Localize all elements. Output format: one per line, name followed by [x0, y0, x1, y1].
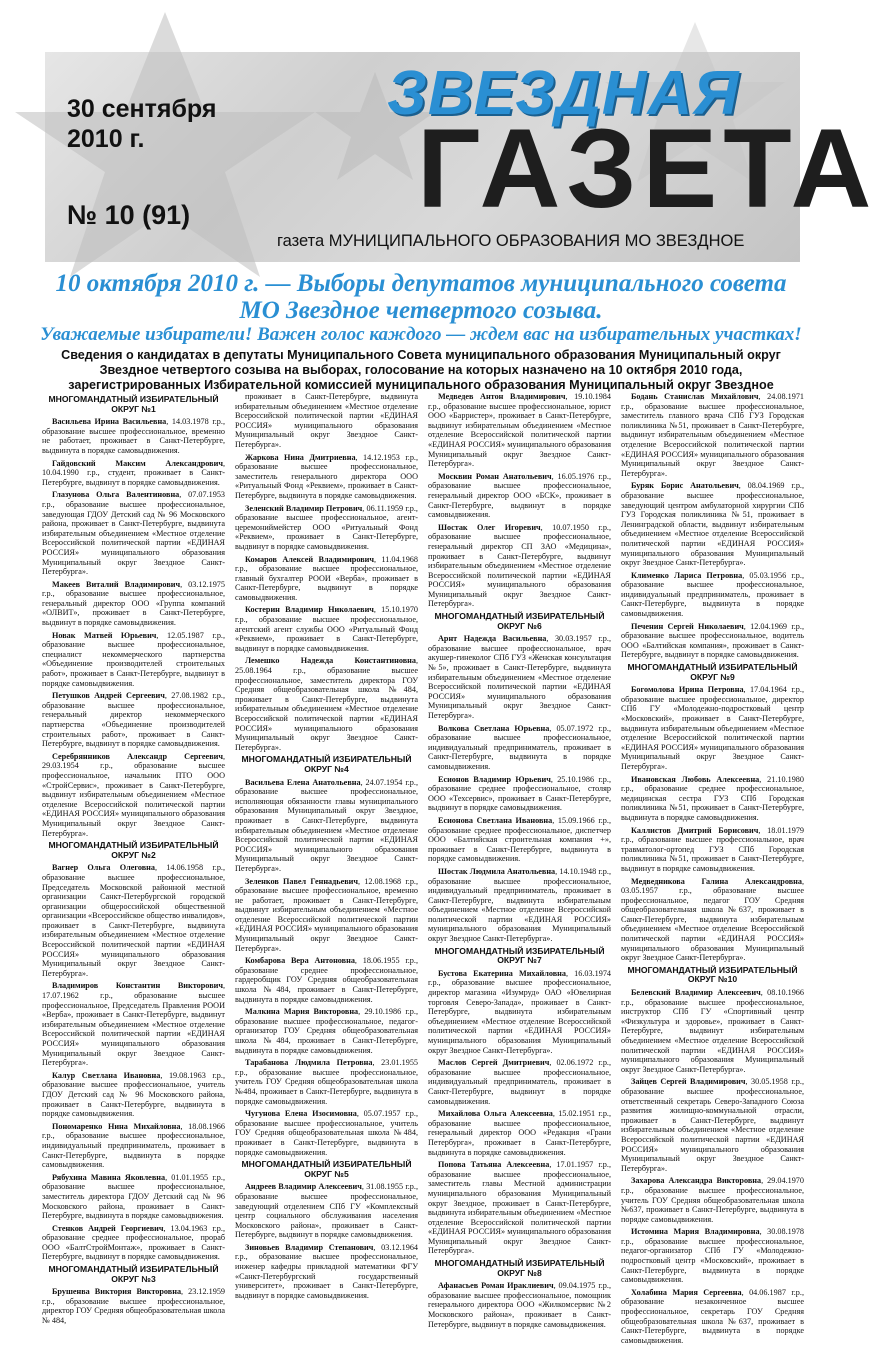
candidate-name: Маслов Сергей Дмитриевич	[438, 1058, 550, 1068]
candidate-name: Комаров Алексей Владимирович	[245, 554, 374, 564]
candidate-details: , 23.01.1955 г.р., образование высшее профессиональное, учитель ГОУ Средняя общеобразовательная школа №484, проживает в Санкт-Петербурге, выдвинута в порядке самовыдвижения.	[235, 1058, 419, 1106]
candidate-details: , 29.03.1954 г.р., образование высшее профессиональное, начальник ПТО ООО «СтройСервис», проживает в Санкт-Петербурге, выдвинут избирательным объединением «Местное отделение Всероссийской политической партии «ЕДИНАЯ РОССИЯ» муниципального образования Муниципальный округ Звездное Санкт-Петербурга».	[42, 751, 225, 838]
candidate-entry	[235, 555, 418, 603]
candidate-details: , 18.08.1966 г.р., образование высшее профессиональное, индивидуальный предприниматель, проживает в Санкт-Петербурге, выдвинута в порядке самовыдвижения.	[42, 1121, 225, 1170]
column-4	[621, 392, 805, 1345]
candidate-name: Клименко Лариса Петровна	[631, 570, 743, 580]
candidate-name: Андреев Владимир Алексеевич	[245, 1182, 362, 1192]
candidate-details: , 07.07.1953 г.р., образование высшее профессиональное, заведующая ГДОУ Детский сад № 96 Московского района, проживает в Санкт-Петербурге, выдвинута избирательным объединением «Местное отделение Всероссийской политической партии «ЕДИНАЯ РОССИЯ» муниципального образования Муниципальный округ Звездное Санкт-Петербурга».	[42, 490, 226, 577]
candidate-name: Жаркова Нина Дмитриевна	[245, 452, 356, 462]
candidate-entry	[235, 1058, 418, 1106]
candidate-entry	[621, 1176, 804, 1224]
candidate-details: , 17.04.1964 г.р., образование высшее профессиональное, директор СПб ГУ «Молодежно-подростковый центр «Московский», проживает в Санкт-Петербурге, выдвинута избирательным объединением «Местное отделение Всероссийской политической партии «ЕДИНАЯ РОССИЯ» муниципального образования Муниципальный округ Звездное Санкт-Петербурга».	[621, 685, 804, 771]
candidate-details: , 12.04.1969 г.р., образование высшее профессиональное, водитель ООО «Балтийская компания», проживает в Санкт-Петербурге, выдвинут в порядке самовыдвижения.	[621, 621, 804, 660]
issue-number: № 10 (91)	[67, 200, 191, 230]
candidate-name: Шостак Людмила Анатольевна	[438, 866, 556, 876]
candidate-entry	[428, 634, 611, 720]
candidate-details: , 09.04.1975 г.р., образование высшее профессиональное, помощник генерального директора ООО «Жилкомсервис №2 Московского района», проживает в Санкт-Петербурге, выдвинут в порядке самовыдвижения.	[428, 1281, 611, 1329]
candidate-details: , 06.11.1959 г.р., образование высшее профессиональное, агент-церемониймейстер ООО «Ритуальный Фонд «Реквием», проживает в Санкт-Петербурге, выдвинут в порядке самовыдвижения.	[235, 503, 418, 551]
candidate-entry	[235, 656, 418, 752]
candidate-details: проживает в Санкт-Петербурге, выдвинута избирательным объединением «Местное отделение Всероссийской политической партии «ЕДИНАЯ РОССИЯ» муниципального образования Муниципальный округ Звездное Санкт-Петербурга».	[235, 392, 418, 449]
candidate-entry	[621, 988, 804, 1074]
district-heading: МНОГОМАНДАТНЫЙ ИЗБИРАТЕЛЬНЫЙ ОКРУГ №5	[241, 1159, 412, 1179]
candidate-entry	[428, 392, 611, 469]
candidate-details: , 23.12.1959 г.р., образование высшее профессиональное, директор ГОУ Средняя общеобразовательная школа № 484,	[42, 1287, 225, 1326]
candidate-entry	[428, 1281, 611, 1329]
candidate-entry	[428, 1109, 611, 1157]
district-heading: МНОГОМАНДАТНЫЙ ИЗБИРАТЕЛЬНЫЙ ОКРУГ №2	[48, 840, 219, 860]
candidate-name: Чугунова Елена Изосимовна	[245, 1109, 357, 1119]
candidate-name: Владимиров Константин Викторович	[52, 981, 223, 991]
candidate-details: , 19.08.1963 г.р., образование высшее профессиональное, учитель ГДОУ Детский сад № 96 Московского района, проживает в Санкт-Петербурге, выдвинута в порядке самовыдвижения.	[42, 1070, 225, 1119]
candidate-entry	[428, 523, 611, 609]
candidate-details: , 21.10.1980 г.р., образование среднее профессиональное, медицинская сестра ГУЗ СПб Городская поликлиника №51, проживает в Санкт-Петербурге, выдвинута в порядке самовыдвижения.	[621, 774, 804, 822]
issue-date: 30 сентября 2010 г.	[67, 95, 217, 153]
candidate-entry	[235, 392, 418, 450]
candidate-entry	[235, 778, 418, 874]
candidate-name: Медведев Антон Владимирович	[438, 392, 566, 401]
candidate-name: Зеленский Владимир Петрович	[245, 503, 363, 513]
district-heading: МНОГОМАНДАТНЫЙ ИЗБИРАТЕЛЬНЫЙ ОКРУГ №10	[627, 964, 798, 985]
candidate-entry	[42, 631, 225, 689]
district-heading: МНОГОМАНДАТНЫЙ ИЗБИРАТЕЛЬНЫЙ ОКРУГ №9	[627, 662, 798, 682]
candidate-name: Волкова Светлана Юрьевна	[438, 723, 550, 733]
candidate-details: , 29.04.1970 г.р., образование высшее профессиональное, учитель ГОУ Средняя общеобразовательная школа №637, проживает в Санкт-Петербурге, выдвинута в порядке самовыдвижения.	[621, 1176, 804, 1224]
candidate-details: , 15.10.1970 г.р., образование высшее профессиональное, агентский агент службы ООО «Ритуальный Фонд «Реквием», проживает в Санкт-Петербурге, выдвинут в порядке самовыдвижения.	[235, 605, 419, 653]
candidate-details: , 12.05.1987 г.р., образование высшее профессиональное, специалист некоммерческого партнерства «Объединение производителей строительных работ», проживает в Санкт-Петербурге, выдвинут в порядке самовыдвижения.	[42, 630, 226, 688]
candidate-details: , 16.03.1974 г.р., образование высшее профессиональное, директор магазина «Изумруд» ОАО «Ювелирная торговля Северо-Запада», проживает в Санкт-Петербурге, выдвинута избирательным объединением «Местное отделение Всероссийской политической партии «ЕДИНАЯ РОССИЯ» муниципального образования Муниципальный округ Звездное Санкт-Петербурга».	[428, 968, 611, 1055]
candidate-name: Васильева Елена Анатольевна	[245, 777, 361, 787]
district-heading: МНОГОМАНДАТНЫЙ ИЗБИРАТЕЛЬНЫЙ ОКРУГ №6	[434, 611, 605, 631]
candidate-details: , 30.08.1978 г.р., образование высшее профессиональное, педагог-организатор СПб ГУ «Молодежно-подростковый центр «Московский», проживает в Санкт-Петербурге, выдвинута в порядке самовыдвижения.	[621, 1227, 804, 1285]
candidate-details: , 08.10.1966 г.р., образование высшее профессиональное, инструктор СПб ГУ «Спортивный центр «Физкультура и здоровье», проживает в Санкт-Петербурге, выдвинут избирательным объединением «Местное отделение Всероссийской политической партии «ЕДИНАЯ РОССИЯ» муниципального образования Муниципальный округ Звездное Санкт-Петербурга».	[621, 988, 804, 1074]
candidate-entry	[42, 580, 225, 628]
candidate-name: Глазунова Ольга Валентиновна	[52, 490, 180, 500]
candidate-details: , 30.05.1958 г.р., образование высшее профессиональное, ответственный секретарь Северо-Западного Союза развития жилищно-коммунальной отрасли, проживает в Санкт-Петербурге, выдвинут избирательным объединением «Местное отделение Всероссийской политической партии «ЕДИНАЯ РОССИЯ» муниципального образования Муниципальный округ Звездное Санкт-Петербурга».	[621, 1077, 804, 1173]
headline-line-1: 10 октября 2010 г. — Выборы депутатов муниципального совета	[55, 270, 787, 297]
candidate-details: , 16.05.1976 г.р., образование высшее профессиональное, генеральный директор ООО «БСК», проживает в Санкт-Петербурге, выдвинут в порядке самовыдвижения.	[428, 471, 611, 520]
candidate-entry	[428, 816, 611, 864]
candidate-details: , 10.04.1990 г.р., студент, проживает в Санкт-Петербурге, выдвинут в порядке самовыдвижения.	[42, 458, 225, 487]
candidate-details: , 25.08.1964 г.р., образование высшее профессиональное, заместитель директора ГОУ Средняя общеобразовательная школа №484, проживает в Санкт-Петербурге, выдвинута избирательным объединением «Местное отделение Всероссийской политической партии «ЕДИНАЯ РОССИЯ» муниципального образования Муниципальный округ Звездное Санкт-Петербурга».	[235, 656, 418, 752]
candidate-columns	[42, 392, 805, 1345]
candidate-details: , 14.03.1978 г.р., образование высшее профессиональное, временно не работает, проживает в Санкт-Петербурге, выдвинута в порядке самовыдвижения.	[42, 417, 225, 455]
candidate-entry	[42, 1173, 225, 1221]
candidate-entry	[621, 877, 804, 963]
candidate-details: , 17.01.1957 г.р., образование высшее профессиональное, заместитель главы Местной администрации муниципального образования Муниципальный округ Звездное, проживает в Санкт-Петербурге, выдвинута избирательным объединением «Местное отделение Всероссийской политической партии «ЕДИНАЯ РОССИЯ» муниципального образования Муниципальный округ Звездное Санкт-Петербурга».	[428, 1160, 611, 1256]
candidate-entry	[235, 1182, 418, 1240]
candidate-entry	[235, 1007, 418, 1055]
candidate-name: Костерин Владимир Николаевич	[245, 605, 374, 615]
district-heading: МНОГОМАНДАТНЫЙ ИЗБИРАТЕЛЬНЫЙ ОКРУГ №8	[434, 1258, 605, 1278]
candidate-details: , 14.12.1953 г.р., образование высшее профессиональное, заместитель генерального директора ООО «Ритуальный Фонд «Реквием», проживает в Санкт-Петербурге, выдвинута в порядке самовыдвижения.	[235, 452, 419, 500]
headline-line-2: МО Звездное четвертого созыва.	[239, 297, 603, 324]
masthead	[45, 52, 877, 262]
candidate-details: , 01.01.1955 г.р., образование высшее профессиональное, заместитель директора ГДОУ Детский сад № 96 Московского района, проживает в Санкт-Петербурге, выдвинута в порядке самовыдвижения.	[42, 1172, 225, 1221]
candidate-entry	[42, 1071, 225, 1119]
candidate-entry	[42, 490, 225, 576]
candidate-name: Гайдовский Максим Александрович	[52, 458, 223, 468]
candidate-entry	[621, 775, 804, 823]
candidate-name: Брушенва Виктория Викторовна	[52, 1287, 182, 1297]
candidate-name: Зайцев Сергей Владимирович	[631, 1077, 746, 1087]
candidate-details: , 10.07.1950 г.р., образование высшее профессиональное, генеральный директор СП ЗАО «Медицина», проживает в Санкт-Петербурге, выдвинут избирательным объединением «Местное отделение Всероссийской политической партии «ЕДИНАЯ РОССИЯ» муниципального образования Муниципальный округ Звездное Санкт-Петербурга».	[428, 522, 612, 609]
candidate-name: Пономаренко Нина Михайловна	[52, 1121, 181, 1131]
candidate-name: Макеев Виталий Владимирович	[52, 579, 181, 589]
candidate-details: , 14.06.1958 г.р., образование высшее профессиональное, Председатель Московской районной местной организации Санкт-Петербургской городской организации общероссийской общественной организации «Всероссийское общество инвалидов», проживает в Санкт-Петербурге, выдвинута избирательным объединением «Местное отделение Всероссийской политической партии «ЕДИНАЯ РОССИЯ» муниципального образования Муниципальный округ Звездное Санкт-Петербурга».	[42, 863, 226, 978]
candidate-entry	[42, 752, 225, 838]
candidate-name: Тарабанова Людмила Петровна	[245, 1058, 373, 1068]
candidate-entry	[42, 981, 225, 1067]
candidate-entry	[235, 956, 418, 1004]
candidate-entry	[621, 826, 804, 874]
candidate-details: , 27.08.1982 г.р., образование высшее профессиональное, генеральный директор некоммерческого партнерства «Объединение производителей строительных работ», проживает в Санкт-Петербурге, выдвинут в порядке самовыдвижения.	[42, 691, 226, 749]
candidate-entry	[42, 1287, 225, 1325]
candidate-name: Новак Матвей Юрьевич	[52, 630, 157, 640]
candidate-details: , 03.12.1975 г.р., образование высшее профессиональное, генеральный директор ООО «Группа компаний «ОЛВИТ», проживает в Санкт-Петербурге, выдвинут в порядке самовыдвижения.	[42, 579, 225, 628]
candidate-details: , 13.04.1963 г.р., образование среднее профессиональное, прораб ООО «БалтСтройМонтаж», проживает в Санкт-Петербурге, выдвинут в порядке самовыдвижения.	[42, 1223, 225, 1262]
candidate-name: Буряк Борис Анатольевич	[631, 481, 739, 491]
candidate-entry	[42, 691, 225, 749]
candidate-entry	[42, 417, 225, 455]
candidate-details: , 05.07.1957 г.р., образование высшее профессиональное, учитель ГОУ Средняя общеобразовательная школа №484, проживает в Санкт-Петербурге, выдвинута в порядке самовыдвижения.	[235, 1109, 418, 1157]
candidate-details: , 24.07.1954 г.р., образование высшее профессиональное, исполняющая обязанности главы муниципального образования Муниципальный округ Звездное, проживает в Санкт-Петербурге, выдвинута избирательным объединением «Местное отделение Всероссийской политической партии «ЕДИНАЯ РОССИЯ» муниципального образования Муниципальный округ Звездное Санкт-Петербурга».	[235, 777, 418, 873]
candidate-details: , 14.10.1948 г.р., образование высшее профессиональное, индивидуальный предприниматель, проживает в Санкт-Петербурге, выдвинута избирательным объединением «Местное отделение Всероссийской политической партии «ЕДИНАЯ РОССИЯ» муниципального образования Муниципальный округ Звездное Санкт-Петербурга».	[428, 866, 611, 944]
candidate-entry	[621, 1077, 804, 1173]
candidate-name: Зеленков Павел Геннадьевич	[245, 876, 358, 886]
candidate-entry	[621, 571, 804, 619]
candidates-intro: Сведения о кандидатах в депутаты Муниципального Совета муниципального образования Муниципальный округ Звездное четвертого созыва на выборах, голосование на которых назначено на 10 октября 2010 года, зарегистрированных Избирательной комиссией муниципального образования Муниципальный округ Звездное	[61, 348, 781, 392]
candidate-details: , 24.08.1971 г.р., образование высшее профессиональное, заместитель главного врача СПб ГУЗ Городская поликлиника №51, проживает в Санкт-Петербурге, выдвинут избирательным объединением «Местное отделение Всероссийской политической партии «ЕДИНАЯ РОССИЯ» муниципального образования Муниципальный округ Звездное Санкт-Петербурга».	[621, 392, 804, 478]
candidate-entry	[235, 504, 418, 552]
candidate-entry	[428, 472, 611, 520]
candidate-name: Печенин Сергей Николаевич	[631, 621, 744, 631]
candidate-details: , 18.01.1979 г.р., образование высшее профессиональное, врач травматолог-ортопед ГУЗ СПб Городская поликлиника №51, проживает в Санкт-Петербурге, выдвинут в порядке самовыдвижения.	[621, 825, 804, 873]
candidate-name: Лемешко Надежда Константиновна	[245, 656, 416, 666]
candidate-name: Бодань Станислав Михайлович	[631, 392, 759, 401]
candidate-name: Серебрянников Александр Сергеевич	[52, 751, 223, 761]
candidate-entry	[621, 622, 804, 660]
candidate-name: Калур Светлана Ивановна	[52, 1070, 161, 1080]
candidate-name: Афанасьев Роман Ираклиевич	[438, 1281, 554, 1291]
candidate-name: Москвин Роман Анатольевич	[438, 471, 552, 481]
candidate-details: , 12.08.1968 г.р., образование высшее профессиональное, временно не работает, проживает в Санкт-Петербурге, выдвинут избирательным объединением «Местное отделение Всероссийской политической партии «ЕДИНАЯ РОССИЯ» муниципального образования Муниципальный округ Звездное Санкт-Петербурга».	[235, 876, 419, 953]
candidate-entry	[235, 453, 418, 501]
candidate-entry	[428, 1160, 611, 1256]
candidate-name: Богомолова Ирина Петровна	[631, 685, 744, 695]
candidate-name: Истомина Мария Владимировна	[631, 1227, 760, 1237]
candidate-details: , 02.06.1972 г.р., образование высшее профессиональное, индивидуальный предприниматель, проживает в Санкт-Петербурге, выдвинут в порядке самовыдвижения.	[428, 1058, 612, 1106]
candidate-entry	[235, 605, 418, 653]
candidate-details: , 04.06.1987 г.р., образование незаконченное высшее профессиональное, секретарь ГОУ Средняя общеобразовательная школа №637, проживает в Санкт-Петербурге, выдвинута в порядке самовыдвижения.	[621, 1287, 804, 1345]
candidate-entry	[621, 1227, 804, 1285]
district-heading: МНОГОМАНДАТНЫЙ ИЗБИРАТЕЛЬНЫЙ ОКРУГ №3	[48, 1264, 219, 1284]
newspaper-subtitle: газета МУНИЦИПАЛЬНОГО ОБРАЗОВАНИЯ МО ЗВЕЗДНОЕ	[277, 232, 745, 250]
candidate-name: Холабина Мария Сергеевна	[631, 1287, 742, 1297]
candidate-entry	[428, 969, 611, 1055]
candidate-details: , 19.10.1984 г.р., образование высшее профессиональное, юрист ООО «Барристер», проживает в Санкт-Петербурге, выдвинут избирательным объединением «Местное отделение Всероссийской политической партии «ЕДИНАЯ РОССИЯ» муниципального образования Муниципальный округ Звездное Санкт-Петербурга».	[428, 392, 611, 469]
candidate-name: Есионова Светлана Ивановна	[438, 815, 553, 825]
candidate-name: Шостак Олег Игоревич	[438, 522, 541, 532]
candidate-name: Захарова Александра Викторовна	[631, 1176, 762, 1186]
voter-appeal: Уважаемые избиратели! Важен голос каждого — ждем вас на избирательных участках!	[40, 324, 802, 345]
candidate-name: Ивановская Любовь Алексеевна	[631, 774, 760, 784]
candidate-details: , 15.09.1966 г.р., образование среднее профессиональное, диспетчер ООО «Балтийская строительная компания +», проживает в Санкт-Петербурге, выдвинута в порядке самовыдвижения.	[428, 815, 611, 864]
district-heading: МНОГОМАНДАТНЫЙ ИЗБИРАТЕЛЬНЫЙ ОКРУГ №7	[434, 945, 605, 966]
candidate-details: , 05.07.1972 г.р., образование высшее профессиональное, индивидуальный предприниматель, проживает в Санкт-Петербурге, выдвинута в порядке самовыдвижения.	[428, 723, 611, 771]
candidate-name: Петушков Андрей Сергеевич	[52, 691, 165, 701]
candidate-name: Арнт Надежда Васильевна	[438, 634, 547, 644]
candidate-details: , 29.10.1986 г.р., образование высшее профессиональное, педагог-организатор ГОУ Средняя общеобразовательная школа №484, проживает в Санкт-Петербурге, выдвинута в порядке самовыдвижения.	[235, 1007, 418, 1055]
candidate-name: Вагнер Ольга Олеговна	[52, 863, 155, 873]
column-1	[42, 392, 226, 1326]
candidate-name: Каллистов Дмитрий Борисович	[631, 825, 759, 835]
candidate-name: Белевский Владимир Алексеевич	[631, 988, 761, 998]
candidate-details: , 03.12.1964 г.р., образование высшее профессиональное, инженер кафедры прикладной математики ФГУ «Санкт-Петербургский государственный университет», проживает в Санкт-Петербурге, выдвинут в порядке самовыдвижения.	[235, 1242, 418, 1300]
candidate-details: , 17.07.1962 г.р., образование высшее профессиональное, Председатель Правления РООИ «Верба», проживает в Санкт-Петербурге, выдвинут избирательным объединением «Местное отделение Всероссийской политической партии «ЕДИНАЯ РОССИЯ» муниципального образования Муниципальный округ Звездное Санкт-Петербурга».	[42, 981, 225, 1068]
candidate-name: Есионов Владимир Юрьевич	[438, 774, 551, 784]
district-heading: МНОГОМАНДАТНЫЙ ИЗБИРАТЕЛЬНЫЙ ОКРУГ №4	[241, 754, 412, 774]
candidate-name: Васильева Ирина Васильевна	[52, 417, 167, 427]
candidate-details: , 05.03.1956 г.р., образование высшее профессиональное, индивидуальный предприниматель, проживает в Санкт-Петербурге, выдвинута в порядке самовыдвижения.	[621, 570, 804, 619]
column-3	[428, 392, 612, 1329]
candidate-details: , 08.04.1969 г.р., образование высшее профессиональное, заведующий центром амбулаторной хирургии СПб ГУЗ Городская поликлиника №51, проживает в Ленинградской области, выдвинут избирательным объединением «Местное отделение Всероссийской политической партии «ЕДИНАЯ РОССИЯ» муниципального образования Муниципальный округ Звездное Санкт-Петербурга».	[621, 481, 805, 568]
candidate-entry	[621, 1288, 804, 1345]
candidate-details: , 30.03.1957 г.р., образование высшее профессиональное, врач акушер-гинеколог СПб ГУЗ «Женская консультация №5», проживает в Санкт-Петербурге, выдвинута избирательным объединением «Местное отделение Всероссийской политической партии «ЕДИНАЯ РОССИЯ» муниципального образования Муниципальный округ Звездное Санкт-Петербурга».	[428, 634, 611, 720]
candidate-details: , 15.02.1951 г.р., образование высшее профессиональное, генеральный директор ООО «Редакция «Грани Петербурга», проживает в Санкт-Петербурге, выдвинута в порядке самовыдвижения.	[428, 1109, 612, 1157]
candidate-details: , 18.06.1955 г.р., образование среднее профессиональное, гардеробщик ГОУ Средняя общеобразовательная школа №484, проживает в Санкт-Петербурге, выдвинута в порядке самовыдвижения.	[235, 956, 418, 1004]
candidate-entry	[235, 1243, 418, 1301]
candidate-details: , 11.04.1968 г.р., образование высшее профессиональное, главный бухгалтер РООИ «Верба», проживает в Санкт-Петербурге, выдвинут в порядке самовыдвижения.	[235, 554, 418, 602]
candidate-entry	[428, 775, 611, 813]
candidate-entry	[621, 685, 804, 771]
candidate-entry	[235, 1109, 418, 1157]
candidate-entry	[428, 867, 611, 944]
candidate-entry	[42, 459, 225, 488]
candidate-entry	[42, 1122, 225, 1170]
candidate-name: Бустова Екатерина Михайловна	[438, 968, 566, 978]
candidate-name: Стенков Андрей Георгиевич	[52, 1223, 164, 1233]
candidate-name: Медведникова Галина Александровна	[631, 876, 802, 886]
candidate-name: Комбарова Вера Антоновна	[245, 956, 355, 966]
candidate-details: , 31.08.1955 г.р., образование высшее профессиональное, заведующий отделением СПб ГУ «Комплексный центр социального обслуживания населения Московского района», проживает в Санкт-Петербурге, выдвинут в порядке самовыдвижения.	[235, 1182, 418, 1240]
candidate-entry	[621, 481, 804, 567]
candidate-entry	[428, 1058, 611, 1106]
newspaper-title-main: ГАЗЕТА	[417, 106, 877, 231]
candidate-name: Михайлова Ольга Алексеевна	[438, 1109, 553, 1119]
candidate-name: Рябухина Мавина Яковлевна	[52, 1172, 166, 1182]
column-2	[235, 392, 419, 1300]
candidate-entry	[42, 863, 225, 978]
candidate-entry	[621, 392, 804, 478]
candidate-entry	[428, 724, 611, 772]
candidate-name: Зиновьев Владимир Степанович	[245, 1242, 374, 1252]
newspaper-title-top: ЗВЕЗДНАЯ	[387, 59, 740, 128]
candidate-entry	[42, 1224, 225, 1262]
candidate-name: Попова Татьяна Алексеевна	[438, 1160, 550, 1170]
candidate-details: , 25.10.1986 г.р., образование среднее профессиональное, столяр ООО «Техсервис», проживает в Санкт-Петербурге, выдвинут в порядке самовыдвижения.	[428, 774, 611, 813]
district-heading: МНОГОМАНДАТНЫЙ ИЗБИРАТЕЛЬНЫЙ ОКРУГ №1	[48, 394, 219, 414]
candidate-details: , 03.05.1957 г.р., образование высшее профессиональное, педагог ГОУ Средняя общеобразовательная школа №637, проживает в Санкт-Петербурге, выдвинута избирательным объединением «Местное отделение Всероссийской политической партии «ЕДИНАЯ РОССИЯ» муниципального образования Муниципальный округ Звездное Санкт-Петербурга».	[621, 876, 804, 963]
candidate-entry	[235, 877, 418, 954]
candidate-name: Малкина Мария Викторовна	[245, 1007, 359, 1017]
